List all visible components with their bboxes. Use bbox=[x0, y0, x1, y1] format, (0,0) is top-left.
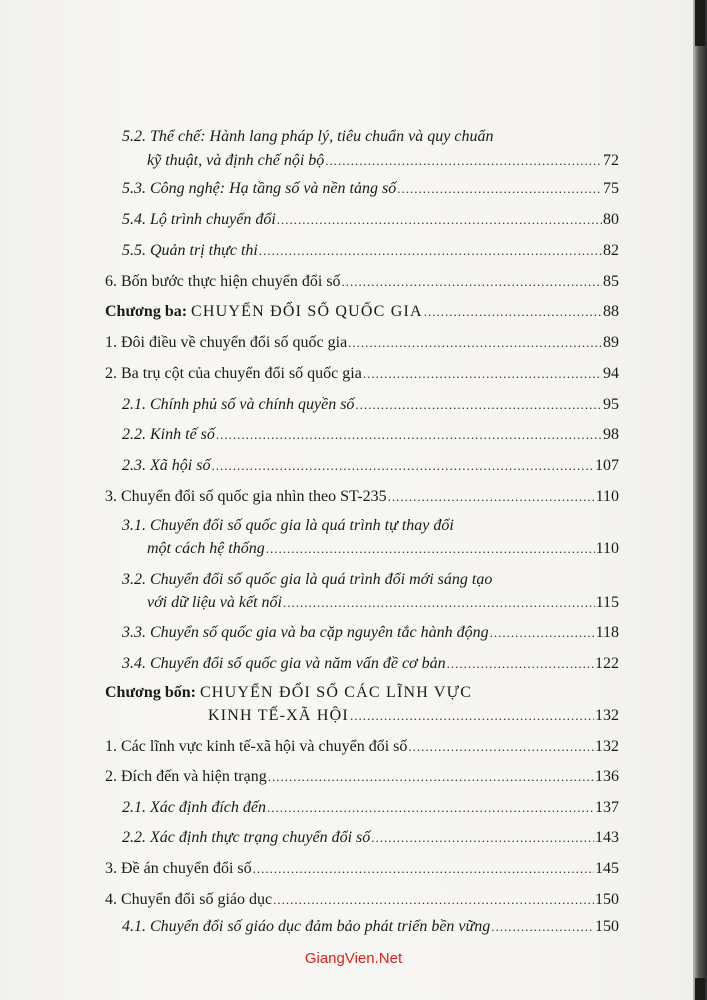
toc-entry-5-2-line1 bbox=[122, 127, 493, 147]
toc-entry-3-1[interactable] bbox=[105, 333, 619, 353]
leader-dots bbox=[363, 364, 602, 384]
toc-entry-4-4[interactable] bbox=[105, 890, 619, 910]
toc-chapter-4-line1: Chương bốn: CHUYỂN ĐỔI SỐ CÁC LĨNH VỰC bbox=[105, 684, 473, 701]
toc-label-line1: Chuyển đổi số quốc gia là quá trình tự thay đổi bbox=[150, 517, 454, 534]
toc-entry-3-3-3[interactable] bbox=[122, 623, 619, 643]
toc-label: 5.3. Công nghệ: Hạ tầng số và nền tảng số bbox=[122, 180, 397, 197]
toc-page-number: 75 bbox=[603, 180, 619, 197]
leader-dots bbox=[267, 798, 594, 818]
leader-dots bbox=[490, 623, 595, 643]
toc-page-number: 98 bbox=[603, 426, 619, 443]
toc-page-number: 88 bbox=[603, 303, 619, 320]
toc-number: 3.1. bbox=[122, 517, 146, 534]
toc-entry-5-2[interactable] bbox=[147, 151, 619, 171]
leader-dots bbox=[447, 654, 594, 674]
toc-number: 5.2. bbox=[122, 128, 146, 145]
leader-dots bbox=[388, 487, 595, 507]
toc-entry-5-3[interactable] bbox=[122, 179, 619, 199]
leader-dots bbox=[348, 333, 602, 353]
toc-page-number: 132 bbox=[595, 707, 619, 724]
spine-shadow-bottom bbox=[695, 978, 705, 1000]
toc-page-number: 145 bbox=[595, 860, 619, 877]
leader-dots bbox=[216, 425, 602, 445]
book-spine bbox=[693, 0, 707, 1000]
toc-label: với dữ liệu và kết nối bbox=[147, 594, 282, 611]
toc-label: 2. Ba trụ cột của chuyển đổi số quốc gia bbox=[105, 365, 362, 382]
toc-label: 3. Chuyển đổi số quốc gia nhìn theo ST-235 bbox=[105, 488, 387, 505]
leader-dots bbox=[342, 272, 602, 292]
toc-label: 5.4. Lộ trình chuyển đổi bbox=[122, 211, 276, 228]
toc-page-number: 118 bbox=[595, 624, 619, 641]
toc-page-number: 85 bbox=[603, 273, 619, 290]
toc-label: 2.1. Xác định đích đến bbox=[122, 799, 266, 816]
leader-dots bbox=[259, 241, 602, 261]
toc-label: một cách hệ thống bbox=[147, 540, 265, 557]
toc-page-number: 137 bbox=[595, 799, 619, 816]
toc-label: 1. Đôi điều về chuyển đổi số quốc gia bbox=[105, 334, 348, 351]
toc-label: 3.3. Chuyển số quốc gia và ba cặp nguyên tắc hành động bbox=[122, 624, 489, 641]
toc-label: 5.5. Quản trị thực thi bbox=[122, 242, 258, 259]
toc-label: 2. Đích đến và hiện trạng bbox=[105, 768, 267, 785]
toc-page-number: 95 bbox=[603, 396, 619, 413]
toc-entry-4-2-2[interactable] bbox=[122, 828, 619, 848]
leader-dots bbox=[273, 890, 594, 910]
toc-label: 3.4. Chuyển đổi số quốc gia và năm vấn đề cơ bản bbox=[122, 655, 446, 672]
toc-label: 2.3. Xã hội số bbox=[122, 457, 211, 474]
chapter-title-line1: CHUYỂN ĐỔI SỐ CÁC LĨNH VỰC bbox=[199, 684, 473, 701]
toc-page-number: 136 bbox=[595, 768, 619, 785]
toc-entry-4-1[interactable] bbox=[105, 737, 619, 757]
toc-entry-4-4-1[interactable] bbox=[122, 917, 619, 937]
toc-entry-3-2-1[interactable] bbox=[122, 395, 619, 415]
toc-label: 4. Chuyển đổi số giáo dục bbox=[105, 891, 273, 908]
toc-label-line1: Thể chế: Hành lang pháp lý, tiêu chuẩn và quy chuẩn bbox=[150, 128, 494, 145]
toc-entry-3-2[interactable] bbox=[105, 364, 619, 384]
leader-dots bbox=[350, 706, 594, 726]
leader-dots bbox=[371, 828, 594, 848]
toc-page-number: 150 bbox=[595, 918, 619, 935]
toc-label: 4.1. Chuyển đổi số giáo dục đảm bảo phát triển bền vững bbox=[122, 918, 491, 935]
toc-page-number: 110 bbox=[595, 488, 619, 505]
chapter-title-line2: KINH TẾ-XÃ HỘI bbox=[208, 707, 349, 724]
toc-page-number: 82 bbox=[603, 242, 619, 259]
leader-dots bbox=[283, 593, 595, 613]
toc-entry-6[interactable] bbox=[105, 272, 619, 292]
toc-entry-3-3-2-line1 bbox=[122, 570, 492, 590]
toc-entry-3-3-1-line1 bbox=[122, 516, 454, 536]
toc-label: 2.2. Xác định thực trạng chuyển đổi số bbox=[122, 829, 371, 846]
toc-label: 2.2. Kinh tế số bbox=[122, 426, 215, 443]
leader-dots bbox=[253, 859, 594, 879]
leader-dots bbox=[408, 737, 594, 757]
toc-page-number: 143 bbox=[595, 829, 619, 846]
leader-dots bbox=[268, 767, 594, 787]
toc-entry-4-2-1[interactable] bbox=[122, 798, 619, 818]
leader-dots bbox=[397, 179, 602, 199]
toc-entry-5-5[interactable] bbox=[122, 241, 619, 261]
toc-entry-4-2[interactable] bbox=[105, 767, 619, 787]
toc-chapter-4[interactable] bbox=[208, 706, 619, 726]
toc-chapter-3[interactable] bbox=[105, 302, 619, 322]
toc-page-number: 132 bbox=[595, 738, 619, 755]
watermark-text: GiangVien.Net bbox=[304, 950, 403, 967]
toc-entry-3-3-1[interactable] bbox=[147, 539, 619, 559]
leader-dots bbox=[211, 456, 594, 476]
toc-chapter-label: Chương bốn bbox=[105, 684, 191, 701]
toc-page-number: 110 bbox=[595, 540, 619, 557]
toc-label: 6. Bốn bước thực hiện chuyển đổi số bbox=[105, 273, 341, 290]
toc-entry-5-4[interactable] bbox=[122, 210, 619, 230]
toc-page-number: 107 bbox=[595, 457, 619, 474]
toc-page-number: 72 bbox=[603, 152, 619, 169]
toc-page-number: 150 bbox=[595, 891, 619, 908]
leader-dots bbox=[355, 395, 602, 415]
spine-shadow-top bbox=[695, 0, 705, 46]
toc-label: 1. Các lĩnh vực kinh tế-xã hội và chuyển đổi số bbox=[105, 738, 408, 755]
toc-page-number: 94 bbox=[603, 365, 619, 382]
toc-label: 3. Đề án chuyển đổi số bbox=[105, 860, 252, 877]
toc-number: 3.2. bbox=[122, 571, 146, 588]
toc-entry-3-2-3[interactable] bbox=[122, 456, 619, 476]
leader-dots bbox=[266, 539, 595, 559]
leader-dots bbox=[491, 917, 594, 937]
leader-dots bbox=[277, 210, 602, 230]
toc-page-number: 89 bbox=[603, 334, 619, 351]
toc-chapter-label: Chương ba: CHUYỂN ĐỔI SỐ QUỐC GIA bbox=[105, 303, 423, 320]
toc-label: kỹ thuật, và định chế nội bộ bbox=[147, 152, 325, 169]
toc-page-number: 80 bbox=[603, 211, 619, 228]
chapter-title: CHUYỂN ĐỔI SỐ QUỐC GIA bbox=[191, 303, 423, 320]
toc-label: 2.1. Chính phủ số và chính quyền số bbox=[122, 396, 355, 413]
leader-dots bbox=[424, 302, 602, 322]
toc-page-number: 122 bbox=[595, 655, 619, 672]
toc-page-number: 115 bbox=[595, 594, 619, 611]
toc-entry-3-3-4[interactable] bbox=[122, 654, 619, 674]
toc-entry-3-3-2[interactable] bbox=[147, 593, 619, 613]
toc-entry-4-3[interactable] bbox=[105, 859, 619, 879]
toc-entry-3-2-2[interactable] bbox=[122, 425, 619, 445]
toc-label-line1: Chuyển đổi số quốc gia là quá trình đổi mới sáng tạo bbox=[150, 571, 493, 588]
leader-dots bbox=[325, 151, 602, 171]
toc-entry-3-3[interactable] bbox=[105, 487, 619, 507]
